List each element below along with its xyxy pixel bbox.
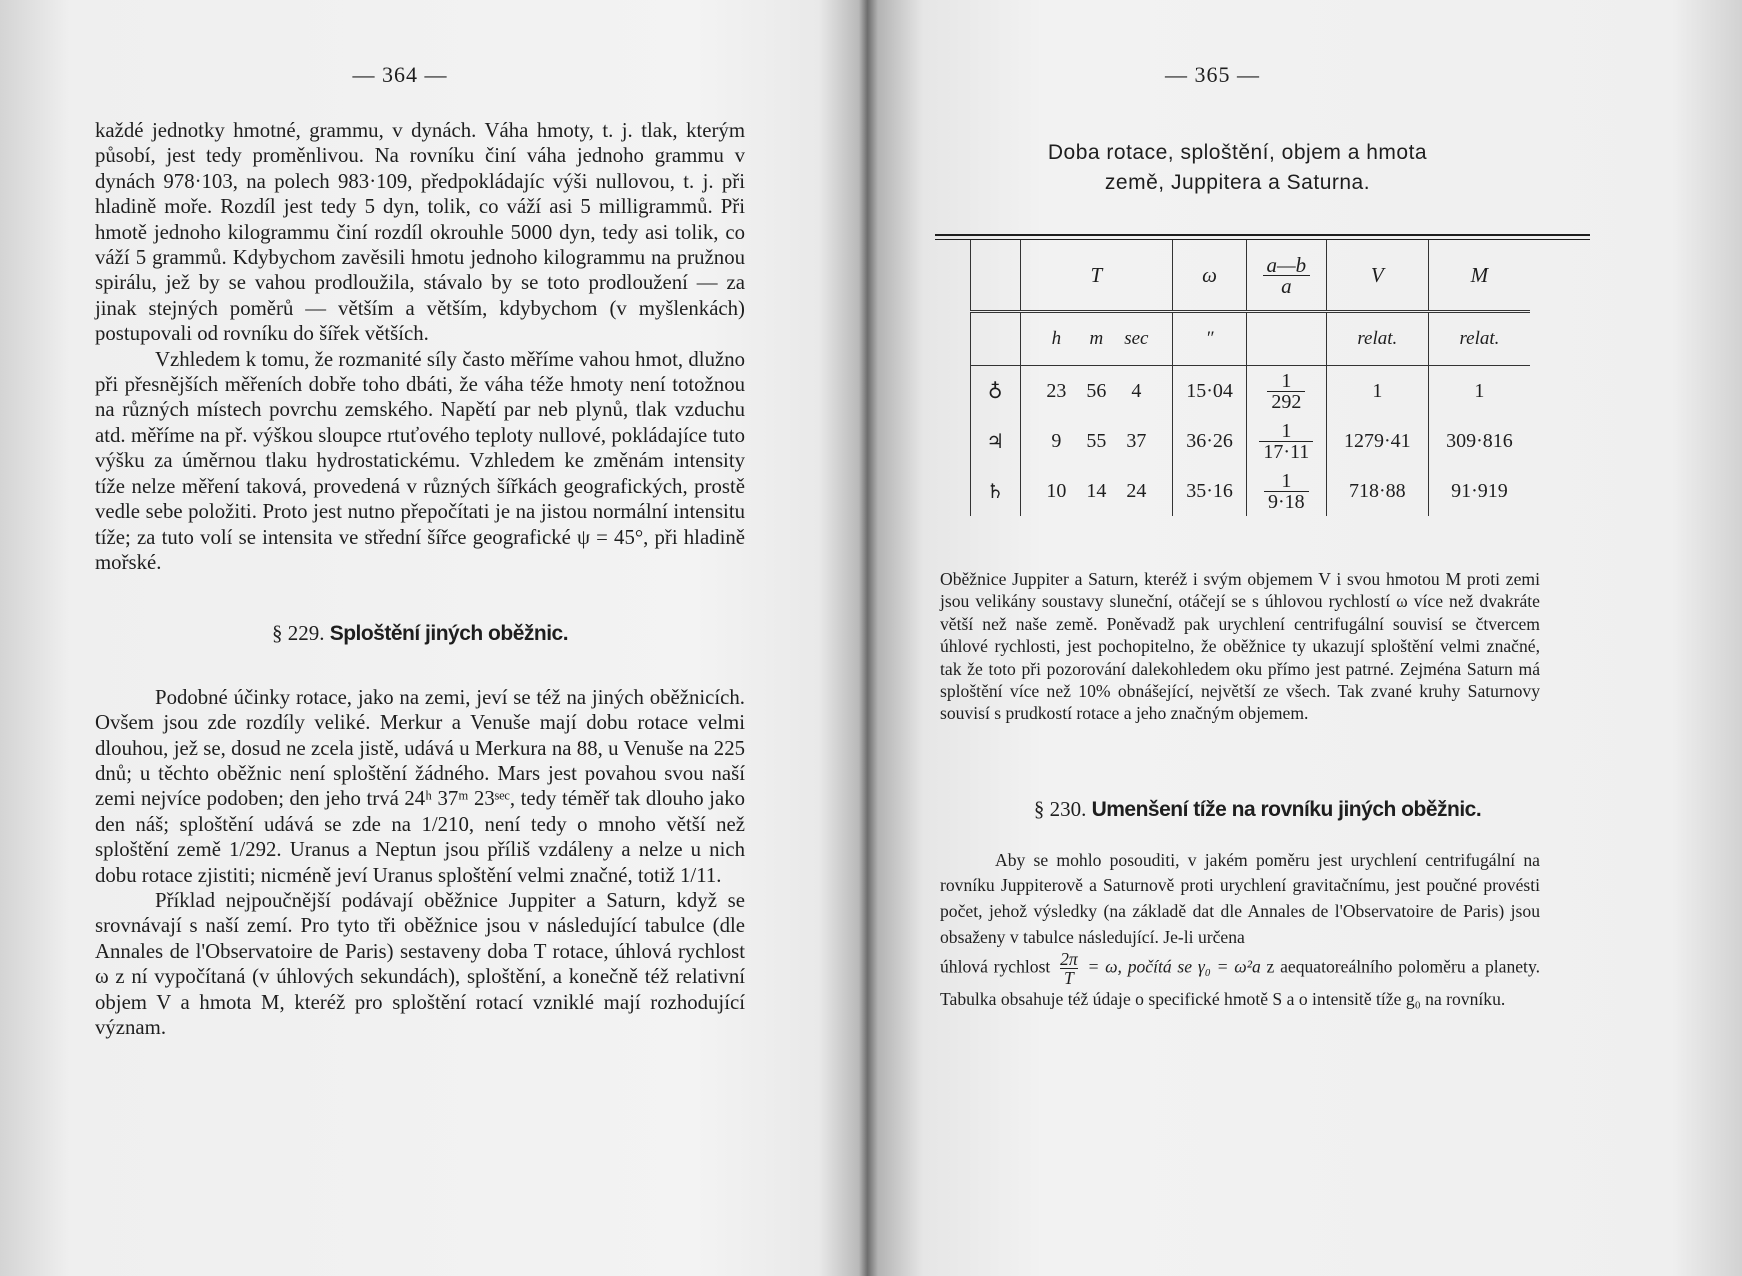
hours: 23 — [1046, 379, 1067, 402]
flattening-cell — [1246, 416, 1326, 466]
header-cell — [1246, 240, 1326, 312]
table-row-jupiter — [971, 416, 1531, 466]
unit-minutes: m — [1089, 328, 1104, 349]
paragraph: každé jednotky hmotné, grammu, v dynách. Váha hmoty, t. j. tlak, kterým působí, jest tedy proměnlivou. Na rovníku činí váha jednoho grammu v dynách 978·103, na polech 983·109, předpokládajíc výši nullovou, t. j. při hladině moře. Rozdíl jest tedy 5 dyn, tolik, co váží asi 5 milligrammů. Při hmotě jednoho kilogrammu činí rozdíl okrouhle 5000 dyn, tedy asi tolik, co váží 5 grammů. Kdybychom zavěsili hmotu jednoho kilogrammu na pružnou spirálu, jež by se vahou prodloužila, stávalo by se toto prodloužení — za jinak stejných poměrů — větším a větším, kdybychom (v myšlenkách) postupovali od rovníku do šířek větších. — [95, 119, 745, 346]
period-cell — [1020, 416, 1173, 466]
volume-cell: 718·88 — [1326, 466, 1428, 516]
text-fragment: z aequatoreálního poloměru a planety. Tabulka obsahuje též údaje o specifické hmotě S a o intensitě tíže g₀ na rovníku. — [940, 956, 1540, 1010]
seconds: 4 — [1131, 379, 1142, 402]
section-number: § 230. — [1033, 796, 1087, 821]
minutes: 14 — [1086, 479, 1107, 502]
angular-velocity-fraction — [1060, 950, 1078, 987]
paragraph: Aby se mohlo posouditi, v jakém poměru jest urychlení centrifugální na rovníku Juppiterově a Saturnově proti urychlení gravitačnímu, jest poučné provésti počet, jehož výsledky (na základě dat dle Annales de l'Observatoire de Paris) jsou obsaženy v tabulce následující. Je-li určena — [940, 849, 1540, 947]
hours: 9 — [1051, 429, 1062, 452]
paragraph: Vzhledem k tomu, že rozmanité síly často měříme vahou hmot, dlužno při přesnějších měřeních dobře toho dbáti, že váha téže hmoty není totožnou na různých místech povrchu zemského. Napětí par neb plynů, tlak vzduchu atd. měříme na př. výškou sloupce rtuťového teploty nullové, pokládajíce tuto výšku za úměrnou tlaku hydrostatickému. Vzhledem ke změnám intensity tíže nelze měření taková, provedená v různých šířkách geografických, prostě vedle sebe položiti. Proto jest nutno přepočítati je na jistou normální intensitu tíže; za tuto volí se intensita ve střední šířce geografické ψ = 45°, při hladině mořské. — [95, 347, 745, 574]
unit-cell — [971, 312, 1021, 366]
seconds: 37 — [1126, 429, 1147, 452]
mass-cell: 91·919 — [1428, 466, 1530, 516]
omega-cell: 36·26 — [1173, 416, 1247, 466]
table-units-row — [971, 312, 1531, 366]
right-body — [940, 848, 1540, 1013]
left-body — [95, 118, 745, 1040]
section-heading-230 — [940, 797, 1595, 822]
minutes: 55 — [1086, 429, 1107, 452]
right-page — [940, 0, 1595, 1276]
frac-den: T — [1064, 968, 1074, 989]
earth-symbol-icon: ♁ — [971, 366, 1021, 417]
table-header-row — [971, 240, 1531, 312]
rotation-table — [970, 240, 1530, 516]
header-cell — [971, 240, 1021, 312]
flattening-fraction — [1263, 252, 1311, 298]
unit-cell: relat. — [1326, 312, 1428, 366]
paragraph: Příklad nejpoučnější podávají oběžnice Juppiter a Saturn, když se srovnávají s naší zemí. Pro tyto tři oběžnice jsou v následující tabulce (dle Annales de l'Observatoire de Paris) sestaveny doba T rotace, úhlová rychlost ω z ní vypočítaná (v úhlových sekundách), sploštění, a konečně též relativní objem V a hmota M, kteréž pro sploštění rotací vzniklé mají rozhodující význam. — [95, 888, 745, 1039]
header-cell: V — [1326, 240, 1428, 312]
text-fragment: úhlová rychlost — [940, 956, 1051, 977]
period-cell — [1020, 366, 1173, 417]
table-row-earth — [971, 366, 1531, 417]
header-cell: ω — [1173, 240, 1247, 312]
mass-cell: 309·816 — [1428, 416, 1530, 466]
section-title: Umenšení tíže na rovníku jiných oběžnic. — [1091, 797, 1482, 821]
frac-num: 1 — [1259, 421, 1313, 442]
paragraph: Podobné účinky rotace, jako na zemi, jeví se též na jiných oběžnicích. Ovšem jsou zde rozdíly veliké. Merkur a Venuše mají dobu rotace velmi dlouhou, jež se, dosud ne zcela jistě, udává u Merkura na 88, u Venuše na 225 dnů; u těchto oběžnic není sploštění žádného. Mars jest povahou svou naší zemi nejvíce podoben; den jeho trvá 24ʰ 37ᵐ 23ˢᵉᶜ, tedy téměř tak dlouho jako den náš; sploštění udává se zde na 1/210, není tedy o mnoho větší než sploštění země 1/292. Uranus a Neptun jsou příliš vzdáleny a nelze u nich dobu rotace zjistiti; nicméně jeví Uranus sploštění velmi značné, totiž 1/11. — [95, 685, 745, 887]
formula-fragment: = ω, počítá se γ₀ = ω²a — [1087, 956, 1261, 977]
flattening-cell — [1246, 366, 1326, 417]
table-title — [940, 138, 1595, 198]
omega-cell: 15·04 — [1173, 366, 1247, 417]
page-number-right: — 365 — — [1165, 62, 1260, 87]
omega-cell: 35·16 — [1173, 466, 1247, 516]
table-title-line: Doba rotace, sploštění, objem a hmota — [1047, 141, 1428, 164]
period-cell — [1020, 466, 1173, 516]
volume-cell: 1279·41 — [1326, 416, 1428, 466]
unit-seconds: sec — [1124, 328, 1149, 349]
frac-num: 1 — [1264, 471, 1309, 492]
section-heading-229 — [95, 621, 745, 646]
frac-den: 17·11 — [1263, 440, 1310, 463]
table-row-saturn — [971, 466, 1531, 516]
frac-num: 2π — [1060, 949, 1078, 970]
section-number: § 229. — [271, 621, 325, 646]
table-note: Oběžnice Juppiter a Saturn, kteréž i svým objemem V i svou hmotou M proti zemi jsou velikány soustavy sluneční, otáčejí se s úhlovou rychlostí ω více než dvakráte větší než naše země. Poněvadž pak urychlení centrifugální souvisí se čtvercem úhlové rychlosti, jest pochopitelno, že oběžnice ty ukazují sploštění velmi značné, tak že toto při pozorování dalekohledem oku přímo jest patrné. Zejména Saturn má sploštění více než 10% obnášející, největší ze všech. Tak zvané kruhy Saturnovy souvisí s prudkostí rotace a jeho značným objemem. — [940, 569, 1540, 724]
section-title: Sploštění jiných oběžnic. — [329, 622, 569, 646]
formula-paragraph — [940, 950, 1540, 1013]
seconds: 24 — [1126, 479, 1147, 502]
table-title-line: země, Juppitera a Saturna. — [1104, 171, 1371, 194]
frac-num: 1 — [1267, 371, 1305, 392]
minutes: 56 — [1086, 379, 1107, 402]
unit-cell: relat. — [1428, 312, 1530, 366]
page-number-left: — 364 — — [352, 62, 448, 87]
unit-cell: ″ — [1173, 312, 1247, 366]
frac-den: 9·18 — [1268, 490, 1305, 513]
jupiter-symbol-icon: ♃ — [971, 416, 1021, 466]
unit-cell — [1020, 312, 1173, 366]
frac-den: a — [1281, 273, 1292, 298]
frac-den: 292 — [1271, 390, 1302, 413]
volume-cell: 1 — [1326, 366, 1428, 417]
unit-hours: h — [1051, 328, 1062, 349]
frac-num: a—b — [1263, 255, 1311, 276]
hours: 10 — [1046, 479, 1067, 502]
unit-cell — [1246, 312, 1326, 366]
mass-cell: 1 — [1428, 366, 1530, 417]
saturn-symbol-icon: ♄ — [971, 466, 1021, 516]
header-cell: M — [1428, 240, 1530, 312]
header-cell: T — [1020, 240, 1173, 312]
left-page — [95, 0, 745, 1276]
flattening-cell — [1246, 466, 1326, 516]
